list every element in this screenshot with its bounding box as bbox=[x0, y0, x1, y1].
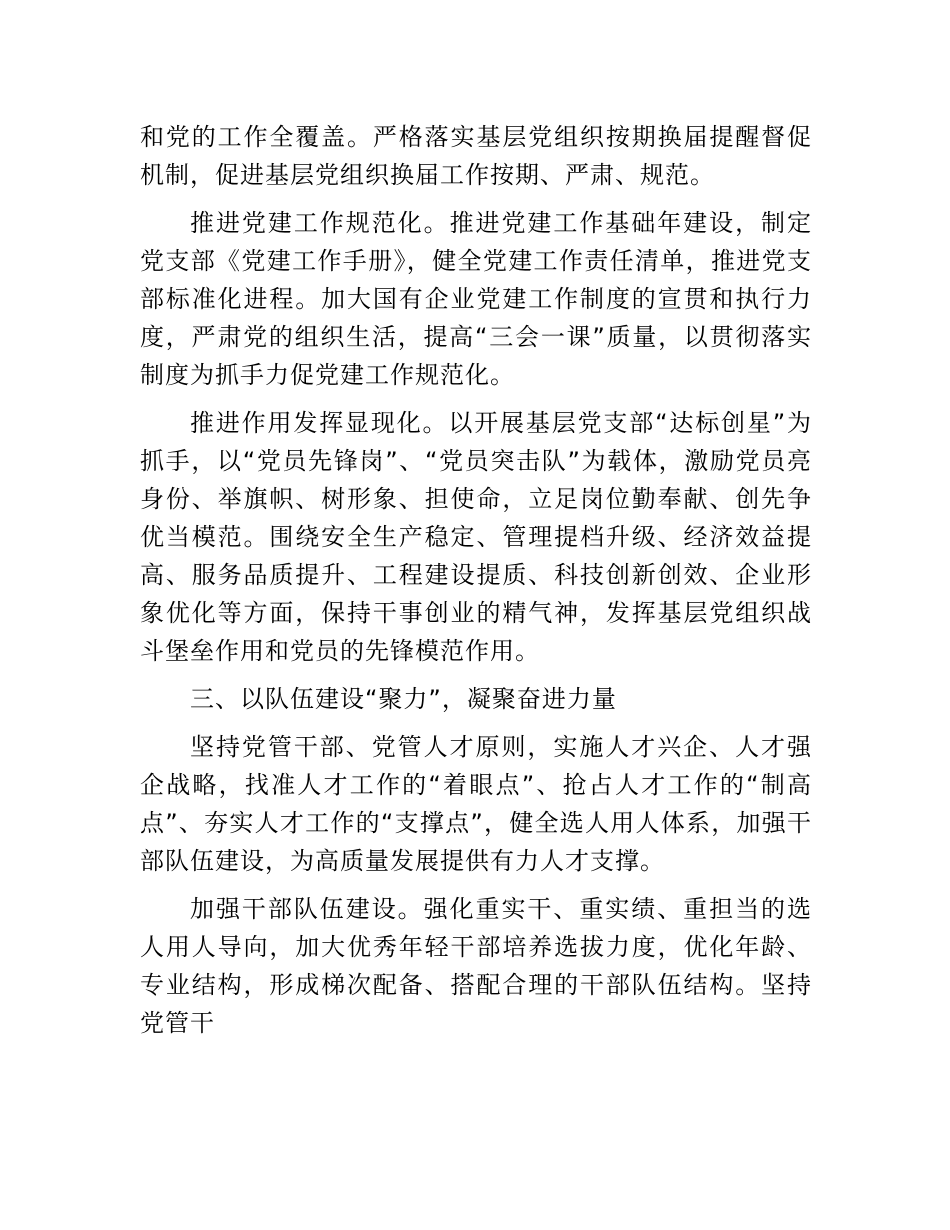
paragraph-continuation: 和党的工作全覆盖。严格落实基层党组织按期换届提醒督促机制，促进基层党组织换届工作按期、严肃、规范。 bbox=[140, 123, 812, 189]
paragraph-party-building-standardization: 推进党建工作规范化。推进党建工作基础年建设，制定党支部《党建工作手册》，健全党建工作责任清单，推进党支部标准化进程。加大国有企业党建工作制度的宣贯和执行力度，严肃党的组织生活，提高“三会一课”质量，以贯彻落实制度为抓手力促党建工作规范化。 bbox=[140, 209, 812, 389]
document-body bbox=[140, 118, 812, 1052]
paragraph-cadre-team: 加强干部队伍建设。强化重实干、重实绩、重担当的选人用人导向，加大优秀年轻干部培养选拔力度，优化年龄、专业结构，形成梯次配备、搭配合理的干部队伍结构。坚持党管干 bbox=[140, 895, 812, 1037]
section-heading-team-building: 三、以队伍建设“聚力”，凝聚奋进力量 bbox=[190, 685, 617, 713]
paragraph-role-visibility: 推进作用发挥显现化。以开展基层党支部“达标创星”为抓手，以“党员先锋岗”、“党员突击队”为载体，激励党员亮身份、举旗帜、树形象、担使命，立足岗位勤奉献、创先争优当模范。围绕安全生产稳定、管理提档升级、经济效益提高、服务品质提升、工程建设提质、科技创新创效、企业形象优化等方面，保持干事创业的精气神，发挥基层党组织战斗堡垒作用和党员的先锋模范作用。 bbox=[140, 409, 812, 665]
paragraph-talent-principles: 坚持党管干部、党管人才原则，实施人才兴企、人才强企战略，找准人才工作的“着眼点”、抢占人才工作的“制高点”、夯实人才工作的“支撑点”，健全选人用人体系，加强干部队伍建设，为高质量发展提供有力人才支撑。 bbox=[140, 733, 812, 875]
